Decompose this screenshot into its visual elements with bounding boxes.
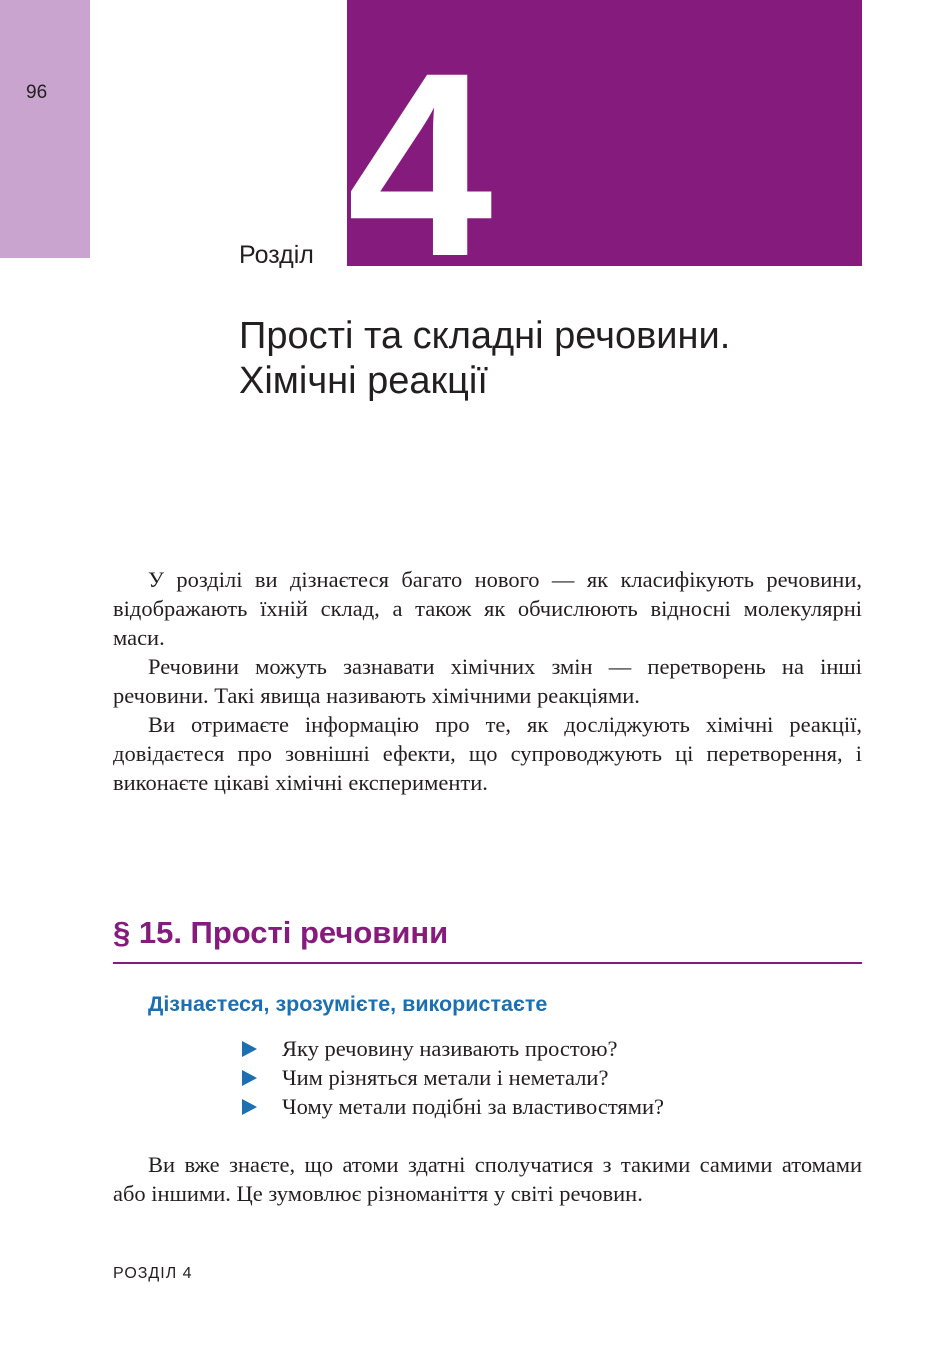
section-divider (113, 962, 862, 964)
goal-text: Чому метали подібні за властивостями? (282, 1094, 664, 1119)
goal-text: Яку речовину називають простою? (282, 1036, 618, 1061)
chapter-banner (347, 0, 862, 266)
intro-paragraph: Речовини можуть зазнавати хімічних змін — перетворень на інші речовини. Такі явища називають хімічними реакціями. (113, 654, 862, 708)
intro-paragraph: У розділі ви дізнаєтеся багато нового — як класифікують речовини, відображають їхній склад, а також як обчислюють відносні молекулярні маси. (113, 567, 862, 650)
side-tab (0, 0, 90, 258)
goal-item (240, 1034, 664, 1063)
chapter-title-line: Хімічні реакції (239, 360, 488, 402)
page-number: 96 (26, 82, 48, 103)
triangle-right-icon (242, 1070, 257, 1086)
section-title: § 15. Прості речовини (113, 915, 449, 950)
goal-item (240, 1063, 664, 1092)
intro-paragraph: Ви отримаєте інформацію про те, як досліджують хімічні реакції, довідаєтеся про зовнішні ефекти, що супроводжують ці перетворення, і виконаєте цікаві хімічні експерименти. (113, 712, 862, 795)
chapter-number: 4 (347, 18, 487, 266)
chapter-label: Розділ (239, 241, 314, 269)
goals-heading: Дізнаєтеся, зрозумієте, використаєте (148, 992, 548, 1016)
running-footer: РОЗДІЛ 4 (113, 1265, 193, 1282)
chapter-title-line: Прості та складні речовини. (239, 315, 731, 357)
triangle-right-icon (242, 1041, 257, 1057)
goal-item (240, 1092, 664, 1121)
chapter-title (239, 314, 879, 404)
triangle-right-icon (242, 1099, 257, 1115)
chapter-intro (113, 565, 862, 797)
goals-list (240, 1034, 664, 1121)
goal-text: Чим різняться метали і неметали? (282, 1065, 609, 1090)
section-body-paragraph: Ви вже знаєте, що атоми здатні сполучатися з такими самими атомами або іншими. Це зумовлює різноманіття у світі речовин. (113, 1152, 862, 1206)
